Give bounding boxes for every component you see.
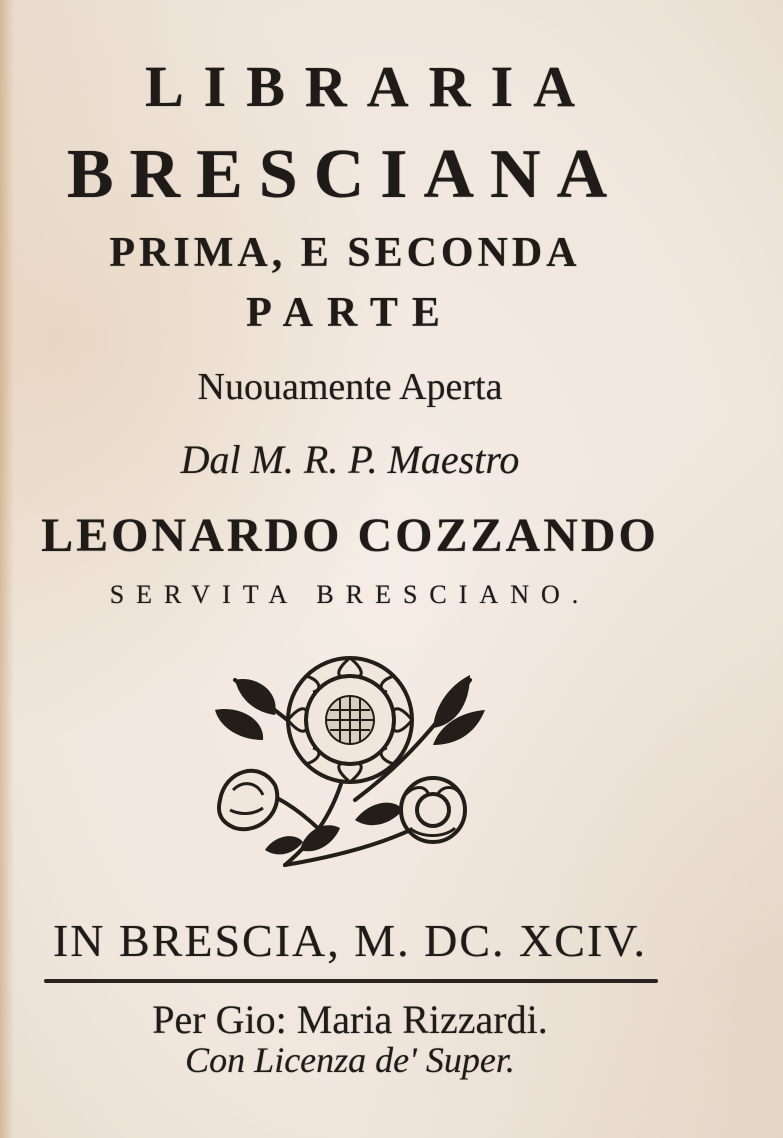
horizontal-rule [44, 979, 658, 983]
author-order: SERVITA BRESCIANO. [109, 580, 591, 609]
title-line-2: BRESCIANA [66, 136, 624, 213]
subtitle: Nuouamente Aperta [197, 366, 503, 408]
imprint-place-date: IN BRESCIA, M. DC. XCIV. [52, 915, 648, 966]
title-line-3: PRIMA, E SECONDA [109, 230, 581, 276]
title-line-4: PARTE [246, 290, 454, 336]
author-prefix: Dal M. R. P. Maestro [180, 437, 520, 482]
floral-woodcut-icon [205, 650, 495, 880]
author-name: LEONARDO COZZANDO [41, 509, 659, 562]
title-line-1: LIBRARIA [144, 54, 596, 119]
printer-line: Per Gio: Maria Rizzardi. [152, 997, 548, 1042]
license-line: Con Licenza de' Super. [185, 1040, 515, 1080]
